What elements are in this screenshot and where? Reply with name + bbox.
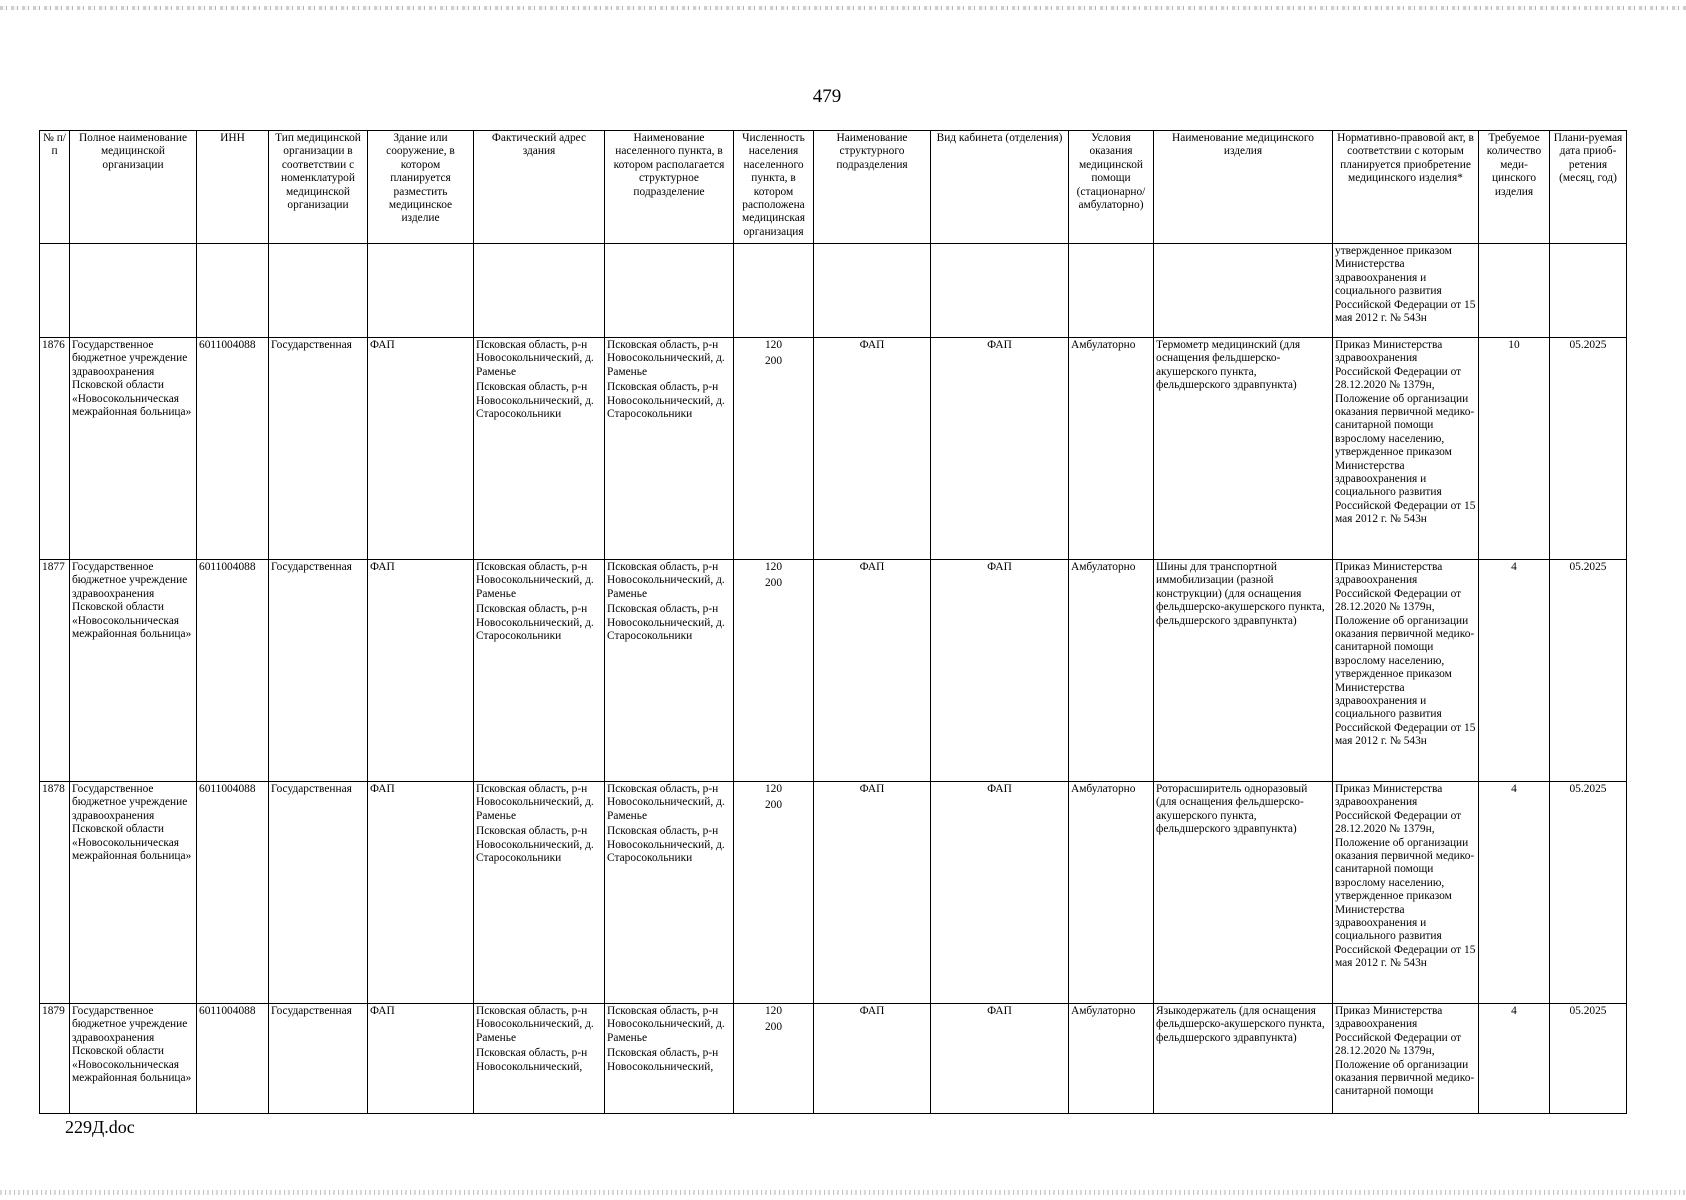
row-population (734, 560, 814, 782)
row-address (474, 560, 605, 782)
row-act: Приказ Министерства здравоохранения Российской Федерации от 28.12.2020 № 1379н, Положение об организации оказания первичной медико-санитарной помощи взрослому населению, утвержденное приказом Министерства здравоохранения и социального развития Российской Федерации от 15 мая 2012 г. № 543н (1333, 782, 1479, 1004)
row-device: Роторасширитель одноразовый (для оснащения фельдшерско-акушерского пункта, фельдшерского здравпункта) (1154, 782, 1333, 1004)
table-row (40, 782, 1627, 1004)
col-header-address: Фактический адрес здания (474, 131, 605, 244)
row-unit: ФАП (814, 782, 931, 1004)
scan-edge-bottom (0, 1190, 1686, 1195)
row-num: 1878 (40, 782, 70, 1004)
row-inn: 6011004088 (197, 338, 269, 560)
row-conditions: Амбулаторно (1069, 338, 1154, 560)
row-cabinet: ФАП (931, 1004, 1069, 1114)
row-cabinet: ФАП (931, 560, 1069, 782)
row-device: Термометр медицинский (для оснащения фельдшерско-акушерского пункта, фельдшерского здравпункта) (1154, 338, 1333, 560)
col-header-inn: ИНН (197, 131, 269, 244)
population-value: 120 (764, 783, 783, 795)
col-header-type: Тип медицинской организации в соответствии с номенклатурой медицинской организации (269, 131, 368, 244)
row-act: Приказ Министерства здравоохранения Российской Федерации от 28.12.2020 № 1379н, Положение об организации оказания первичной медико-санитарной помощи (1333, 1004, 1479, 1114)
scan-edge-top (0, 6, 1686, 10)
locality-line: Псковская область, р-н Новосокольнический, д. Раменье (607, 783, 725, 822)
col-header-date: Плани-руемая дата приоб-ретения (месяц, год) (1550, 131, 1627, 244)
row-date: 05.2025 (1550, 338, 1627, 560)
row-unit: ФАП (814, 560, 931, 782)
row-address (474, 338, 605, 560)
footer-doc-name: 229Д.doc (65, 1117, 135, 1137)
population-value: 200 (764, 577, 783, 590)
col-header-building: Здание или сооружение, в котором планируется разместить медицинское изделие (368, 131, 474, 244)
row-device: Языкодержатель (для оснащения фельдшерско-акушерского пункта, фельдшерского здравпункта) (1154, 1004, 1333, 1114)
row-address (474, 782, 605, 1004)
row-num: 1876 (40, 338, 70, 560)
row-conditions: Амбулаторно (1069, 560, 1154, 782)
table-row-continuation (40, 244, 1627, 338)
address-line: Псковская область, р-н Новосокольнический, д. Раменье (476, 339, 594, 378)
row-date: 05.2025 (1550, 560, 1627, 782)
row-act: Приказ Министерства здравоохранения Российской Федерации от 28.12.2020 № 1379н, Положение об организации оказания первичной медико-санитарной помощи взрослому населению, утвержденное приказом Министерства здравоохранения и социального развития Российской Федерации от 15 мая 2012 г. № 543н (1333, 338, 1479, 560)
row-qty: 4 (1479, 560, 1550, 782)
row-org: Государственное бюджетное учреждение здравоохранения Псковской области «Новосокольническая межрайонная больница» (70, 560, 197, 782)
address-line: Псковская область, р-н Новосокольнический, д. Раменье (476, 561, 594, 600)
row-unit: ФАП (814, 338, 931, 560)
row-conditions: Амбулаторно (1069, 782, 1154, 1004)
row-population (734, 782, 814, 1004)
row-date: 05.2025 (1550, 782, 1627, 1004)
row-population (734, 1004, 814, 1114)
row-qty: 10 (1479, 338, 1550, 560)
col-header-org: Полное наименование медицинской организации (70, 131, 197, 244)
col-header-qty: Требуемое количество меди-цинского изделия (1479, 131, 1550, 244)
table-row (40, 338, 1627, 560)
row-building: ФАП (368, 338, 474, 560)
population-value: 200 (764, 1021, 783, 1034)
row-inn: 6011004088 (197, 560, 269, 782)
population-value: 120 (764, 1005, 783, 1017)
address-line: Псковская область, р-н Новосокольнический, д. Старосокольники (476, 381, 594, 421)
population-value: 120 (764, 561, 783, 573)
medical-equipment-table (39, 130, 1627, 1114)
row-locality (605, 560, 734, 782)
population-value: 200 (764, 355, 783, 368)
row-type: Государственная (269, 1004, 368, 1114)
row-address (474, 1004, 605, 1114)
locality-line: Псковская область, р-н Новосокольнический, (607, 1047, 719, 1073)
address-line: Псковская область, р-н Новосокольнический, (476, 1047, 588, 1073)
table-row (40, 560, 1627, 782)
locality-line: Псковская область, р-н Новосокольнический, д. Старосокольники (607, 603, 725, 643)
table-row (40, 1004, 1627, 1114)
col-header-device: Наименование медицинского изделия (1154, 131, 1333, 244)
page-number: 479 (812, 86, 842, 107)
population-value: 200 (764, 799, 783, 812)
col-header-population: Численность населения населенного пункта, в котором расположена медицинская организация (734, 131, 814, 244)
address-line: Псковская область, р-н Новосокольнический, д. Старосокольники (476, 825, 594, 865)
row-org: Государственное бюджетное учреждение здравоохранения Псковской области «Новосокольническая межрайонная больница» (70, 338, 197, 560)
locality-line: Псковская область, р-н Новосокольнический, д. Раменье (607, 339, 725, 378)
row-cabinet: ФАП (931, 782, 1069, 1004)
row-num: 1877 (40, 560, 70, 782)
row-type: Государственная (269, 560, 368, 782)
locality-line: Псковская область, р-н Новосокольнический, д. Старосокольники (607, 825, 725, 865)
col-header-locality: Наименование населенного пункта, в котором располагается структурное подразделение (605, 131, 734, 244)
row-type: Государственная (269, 338, 368, 560)
continued-act-cell: утвержденное приказом Министерства здравоохранения и социального развития Российской Федерации от 15 мая 2012 г. № 543н (1333, 244, 1479, 338)
row-unit: ФАП (814, 1004, 931, 1114)
table-header-row (40, 131, 1627, 244)
address-line: Псковская область, р-н Новосокольнический, д. Старосокольники (476, 603, 594, 643)
col-header-conditions: Условия оказания медицинской помощи (стационарно/ амбулаторно) (1069, 131, 1154, 244)
col-header-act: Нормативно-правовой акт, в соответствии с которым планируется приобретение медицинского изделия* (1333, 131, 1479, 244)
row-building: ФАП (368, 560, 474, 782)
row-qty: 4 (1479, 1004, 1550, 1114)
row-num: 1879 (40, 1004, 70, 1114)
address-line: Псковская область, р-н Новосокольнический, д. Раменье (476, 1005, 594, 1044)
row-act: Приказ Министерства здравоохранения Российской Федерации от 28.12.2020 № 1379н, Положение об организации оказания первичной медико-санитарной помощи взрослому населению, утвержденное приказом Министерства здравоохранения и социального развития Российской Федерации от 15 мая 2012 г. № 543н (1333, 560, 1479, 782)
locality-line: Псковская область, р-н Новосокольнический, д. Старосокольники (607, 381, 725, 421)
row-cabinet: ФАП (931, 338, 1069, 560)
row-org: Государственное бюджетное учреждение здравоохранения Псковской области «Новосокольническая межрайонная больница» (70, 782, 197, 1004)
row-locality (605, 782, 734, 1004)
locality-line: Псковская область, р-н Новосокольнический, д. Раменье (607, 561, 725, 600)
row-device: Шины для транспортной иммобилизации (разной конструкции) (для оснащения фельдшерско-акушерского пункта, фельдшерского здравпункта) (1154, 560, 1333, 782)
row-inn: 6011004088 (197, 1004, 269, 1114)
row-date: 05.2025 (1550, 1004, 1627, 1114)
row-conditions: Амбулаторно (1069, 1004, 1154, 1114)
col-header-cabinet: Вид кабинета (отделения) (931, 131, 1069, 244)
col-header-num: № п/п (40, 131, 70, 244)
address-line: Псковская область, р-н Новосокольнический, д. Раменье (476, 783, 594, 822)
row-population (734, 338, 814, 560)
row-qty: 4 (1479, 782, 1550, 1004)
locality-line: Псковская область, р-н Новосокольнический, д. Раменье (607, 1005, 725, 1044)
row-inn: 6011004088 (197, 782, 269, 1004)
population-value: 120 (764, 339, 783, 351)
row-org: Государственное бюджетное учреждение здравоохранения Псковской области «Новосокольническая межрайонная больница» (70, 1004, 197, 1114)
row-building: ФАП (368, 1004, 474, 1114)
row-locality (605, 338, 734, 560)
row-type: Государственная (269, 782, 368, 1004)
col-header-unit: Наименование структурного подразделения (814, 131, 931, 244)
row-locality (605, 1004, 734, 1114)
row-building: ФАП (368, 782, 474, 1004)
